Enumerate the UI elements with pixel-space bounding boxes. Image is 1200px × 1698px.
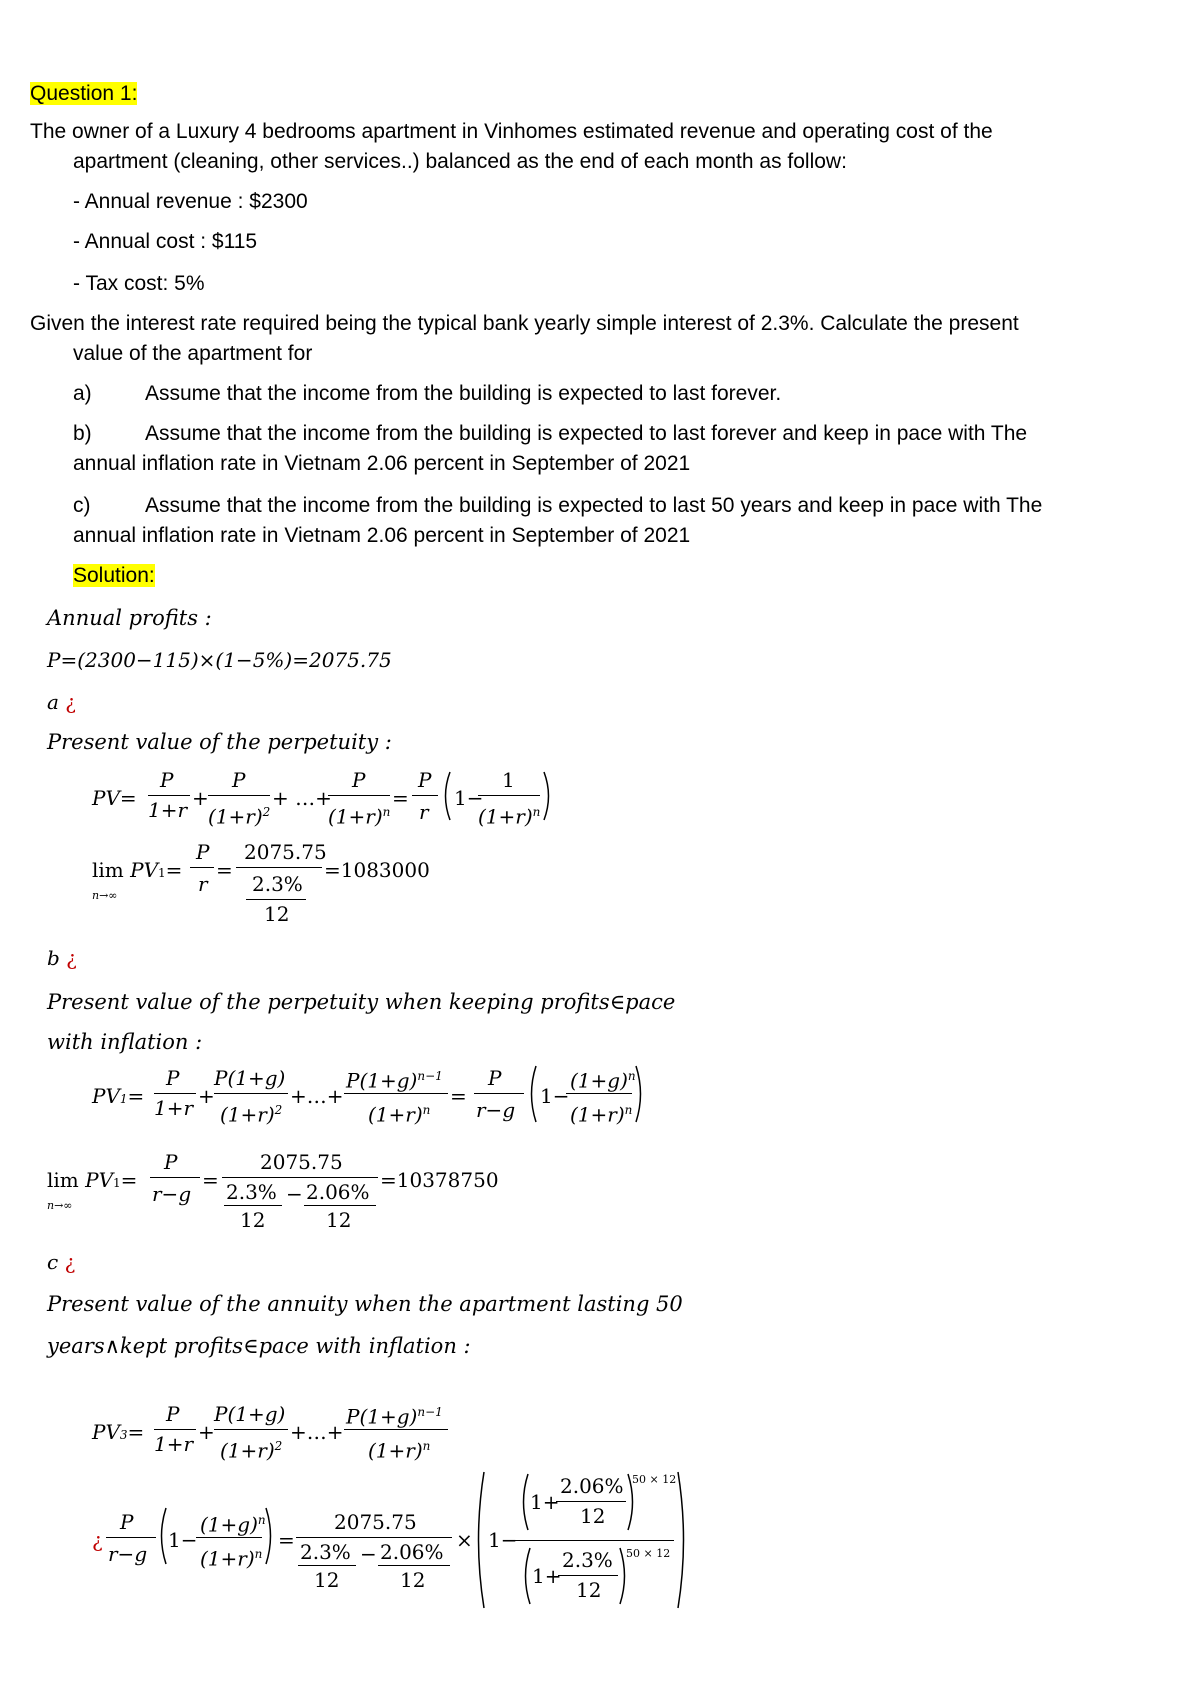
part-c-text-2: annual inflation rate in Vietnam 2.06 percent in September of 2021 bbox=[73, 524, 691, 547]
item-cost: - Annual cost : $115 bbox=[73, 230, 258, 253]
c-description-2: years∧kept profits∈pace with inflation : bbox=[47, 1334, 471, 1358]
profit-formula: P=(2300−115)×(1−5%)=2075.75 bbox=[47, 648, 392, 672]
right-paren bbox=[264, 1506, 276, 1566]
num-left-paren bbox=[518, 1472, 530, 1532]
part-a-text: Assume that the income from the building is expected to last forever. bbox=[145, 382, 782, 405]
given-line-1: Given the interest rate required being the typical bank yearly simple interest of 2.3%. Calculate the present bbox=[30, 312, 1019, 335]
right-paren bbox=[542, 770, 554, 822]
left-paren bbox=[440, 770, 452, 822]
b-description-1: Present value of the perpetuity when keeping profits∈pace bbox=[47, 990, 676, 1014]
intro-line-1: The owner of a Luxury 4 bedrooms apartment in Vinhomes estimated revenue and operating cost of the bbox=[30, 120, 993, 143]
den-left-paren bbox=[520, 1546, 532, 1606]
right-big-paren bbox=[676, 1470, 690, 1610]
part-c-text-1: Assume that the income from the building is expected to last 50 years and keep in pace with The bbox=[145, 494, 1043, 517]
solution-title: Solution: bbox=[73, 564, 155, 587]
left-paren bbox=[156, 1506, 168, 1566]
annual-profits-label: Annual profits : bbox=[47, 606, 212, 630]
a-description: Present value of the perpetuity : bbox=[47, 730, 392, 754]
part-c-heading: c ¿ bbox=[47, 1250, 76, 1274]
part-a-label: a) bbox=[73, 382, 92, 405]
part-b-text-2: annual inflation rate in Vietnam 2.06 percent in September of 2021 bbox=[73, 452, 691, 475]
given-line-2: value of the apartment for bbox=[73, 342, 313, 365]
part-b-label: b) bbox=[73, 422, 92, 445]
left-big-paren bbox=[472, 1470, 486, 1610]
part-c-label: c) bbox=[73, 494, 91, 517]
part-a-heading: a ¿ bbox=[47, 690, 77, 714]
item-revenue: - Annual revenue : $2300 bbox=[73, 190, 308, 213]
part-b-text-1: Assume that the income from the building is expected to last forever and keep in pace with The bbox=[145, 422, 1028, 445]
right-paren bbox=[634, 1064, 646, 1124]
b-description-2: with inflation : bbox=[47, 1030, 203, 1054]
part-b-heading: b ¿ bbox=[47, 946, 77, 970]
c-description-1: Present value of the annuity when the apartment lasting 50 bbox=[47, 1292, 683, 1316]
item-tax: - Tax cost: 5% bbox=[73, 272, 205, 295]
left-paren bbox=[526, 1064, 538, 1124]
question-title: Question 1: bbox=[30, 82, 138, 105]
intro-line-2: apartment (cleaning, other services..) balanced as the end of each month as follow: bbox=[73, 150, 847, 173]
